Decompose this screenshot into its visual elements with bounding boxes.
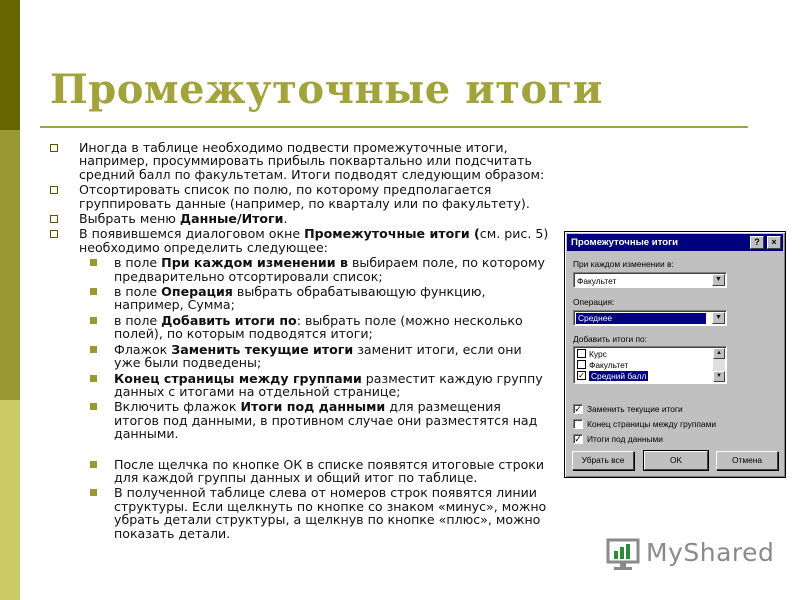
bullet-bold: Операция (161, 284, 233, 300)
list-scrollbar[interactable] (713, 348, 725, 382)
myshared-logo (606, 536, 775, 572)
checkbox-label: Заменить текущие итоги (587, 404, 683, 414)
bullet-text: Включить флажок (114, 399, 241, 415)
scroll-down-icon[interactable]: ▼ (713, 371, 725, 382)
spacer (44, 443, 549, 458)
bullet-text: выбираем поле, по которому предварительно отсортировали список; (114, 255, 545, 284)
scroll-up-icon[interactable]: ▲ (713, 348, 725, 359)
bullet-bold: Итоги под данными (240, 399, 386, 415)
sub-bullet-item (44, 285, 549, 312)
ok-button[interactable]: OK (644, 451, 708, 470)
filled-square-bullet-icon (90, 403, 97, 410)
bullet-text: разместит каждую группу данных с итогами на отдельной странице; (114, 370, 543, 399)
bullet-bold: Конец страницы между группами (114, 370, 362, 386)
sub-bullet-item (44, 343, 549, 370)
bullet-text: После щелчка по кнопке ОК в списке появятся итоговые строки для каждой группы данных и общий итог по таблице. (114, 456, 545, 485)
logo-icon (606, 536, 644, 572)
close-icon[interactable]: × (767, 236, 781, 249)
slide-body (44, 141, 549, 542)
bullet-text: : выбрать поле (можно несколько полей), по которым подводятся итоги; (114, 312, 523, 342)
checkbox-label: Итоги под данными (587, 434, 663, 444)
operation-select[interactable] (573, 310, 727, 326)
filled-square-bullet-icon (90, 461, 97, 468)
checkbox-checked[interactable]: ✓ (574, 404, 582, 414)
decor-stripe-top (0, 0, 20, 130)
bullet-text: Выбрать меню (79, 211, 180, 227)
list-item-label: Факультет (589, 360, 629, 370)
bullet-bold: При каждом изменении в (161, 255, 348, 271)
bullet-text: В появившемся диалоговом окне (79, 226, 305, 242)
bullet-text: в поле (114, 255, 162, 271)
filled-square-bullet-icon (90, 375, 97, 382)
list-item-label: Курс (589, 349, 607, 359)
filled-square-bullet-icon (90, 489, 97, 496)
bullet-text: в поле (114, 284, 162, 300)
sub-bullet-item (44, 256, 549, 283)
decor-stripe-bottom (0, 400, 20, 600)
help-icon[interactable]: ? (750, 236, 764, 249)
list-item-label: Средний балл (591, 371, 647, 381)
chevron-down-icon[interactable]: ▼ (712, 274, 725, 286)
dialog-title: Промежуточные итоги (571, 237, 679, 248)
checkbox-checked[interactable]: ✓ (574, 434, 582, 444)
at-change-value: Факультет (577, 276, 617, 286)
bullet-bold: Данные/Итоги (179, 211, 284, 227)
bullet-item (44, 227, 549, 254)
remove-all-button[interactable]: Убрать все (572, 451, 634, 470)
slide-title: Промежуточные итоги (50, 66, 603, 113)
bullet-item (44, 183, 549, 210)
filled-square-bullet-icon (90, 346, 97, 353)
add-totals-list[interactable] (573, 346, 727, 384)
checkbox-checked[interactable]: ✓ (578, 371, 585, 380)
bullet-bold: Добавить итоги по (161, 312, 297, 328)
bullet-text: . (283, 211, 288, 227)
title-divider (40, 126, 748, 128)
checkbox[interactable] (573, 419, 583, 429)
chevron-down-icon[interactable]: ▼ (712, 312, 725, 324)
filled-square-bullet-icon (90, 259, 97, 266)
bullet-text: в поле (114, 312, 162, 328)
bullet-text: Флажок (114, 341, 172, 357)
bullet-text: выбрать обрабатывающую функцию, например, Сумма; (114, 284, 486, 313)
logo-text: MyShared (646, 538, 775, 567)
bullet-text: В полученной таблице слева от номеров строк появятся линии структуры. Если щелкнуть по кнопке со знаком «минус», можно убрать детали структуры, а щелкнув по кнопке «плюс», можно показать детали. (114, 485, 547, 541)
checkbox[interactable] (577, 360, 586, 369)
operation-label: Операция: (573, 297, 615, 307)
at-change-select[interactable] (573, 272, 727, 288)
sub-bullet-item (44, 314, 549, 341)
checkbox-label: Конец страницы между группами (587, 419, 717, 429)
square-bullet-icon (50, 186, 58, 194)
sub-bullet-item (44, 486, 549, 540)
bullet-item (44, 141, 549, 181)
bullet-text: см. рис. 5) необходимо определить следующее: (79, 226, 549, 255)
filled-square-bullet-icon (90, 317, 97, 324)
filled-square-bullet-icon (90, 288, 97, 295)
decor-stripe-middle (0, 130, 20, 400)
sub-bullet-item (44, 458, 549, 485)
square-bullet-icon (50, 144, 58, 152)
operation-value: Среднее (576, 313, 706, 324)
at-change-label: При каждом изменении в: (573, 259, 674, 269)
sub-bullet-item (44, 400, 549, 440)
bullet-text: для размещения итогов под данными, в противном случае они разместятся над данными. (114, 399, 538, 442)
bullet-text: Иногда в таблице необходимо подвести промежуточные итоги, например, просуммировать прибыль поквартально или подсчитать средний балл по факультетам. Итоги подводят следующим образом: (79, 140, 545, 182)
bullet-text: заменит итоги, если они уже были подведены; (114, 341, 522, 371)
square-bullet-icon (50, 230, 58, 238)
dialog-titlebar (567, 234, 783, 251)
bullet-bold: Промежуточные итоги ( (304, 226, 480, 242)
subtotals-dialog (564, 231, 786, 478)
square-bullet-icon (50, 215, 58, 223)
bullet-bold: Заменить текущие итоги (171, 341, 354, 357)
add-totals-label: Добавить итоги по: (573, 334, 647, 344)
sub-bullet-item (44, 372, 549, 399)
bullet-text: Отсортировать список по полю, по которому предполагается группировать данные (например, по кварталу или по факультету). (79, 182, 530, 211)
cancel-button[interactable]: Отмена (716, 451, 778, 470)
checkbox[interactable] (577, 349, 586, 358)
bullet-item (44, 212, 549, 225)
